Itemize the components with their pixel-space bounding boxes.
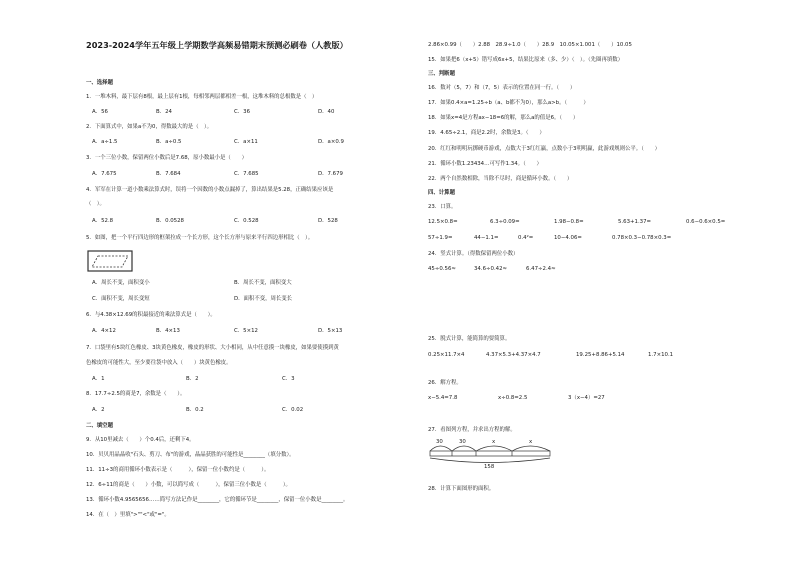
option[interactable]: D．40 — [318, 109, 335, 115]
calc-item: 0.4²= — [518, 235, 534, 241]
option[interactable]: C．0.02 — [282, 407, 304, 413]
question-16: 16．数对（5，7）和（7，5）表示的位置在同一行。（ ） — [428, 85, 576, 91]
question-14: 14．在（ ）里填">""<"或"="。 — [86, 512, 170, 518]
question-20: 20．红红和明明玩掷硬币游戏，点数大于3红红赢，点数小于3明明赢，此游戏规则公平。（ ） — [428, 146, 661, 152]
question-4-cont: （ ）。 — [86, 201, 105, 207]
calc-item: 3（x−4）=27 — [568, 395, 605, 401]
question-26: 26．解方程。 — [428, 380, 462, 386]
question-24: 24．竖式计算。（得数保留两位小数） — [428, 251, 519, 257]
calc-item: x−5.4=7.8 — [428, 395, 458, 401]
question-7-options — [86, 376, 416, 383]
calc-item: 12.5×0.8= — [428, 219, 458, 225]
question-6-options — [86, 328, 416, 335]
question-1-options — [86, 109, 416, 116]
section-choice-heading: 一、选择题 — [86, 80, 113, 86]
option[interactable]: D．a×0.9 — [318, 139, 344, 145]
question-5: 5．如图，把一个平行四边形的框架拉成一个长方形，这个长方形与原来平行四边形相比（ ）。 — [86, 235, 314, 241]
option[interactable]: D．5×13 — [318, 328, 343, 334]
option[interactable]: B．a÷0.5 — [156, 139, 182, 145]
mental-math-row-1 — [428, 219, 773, 226]
question-23: 23．口算。 — [428, 204, 457, 210]
calc-item: 45÷0.56≈ — [428, 266, 456, 272]
equation-row — [428, 395, 773, 402]
option[interactable]: B．7.684 — [156, 171, 181, 177]
option[interactable]: A．周长不变，面积变小 — [92, 280, 150, 286]
question-2-options — [86, 139, 416, 146]
calc-item: 4.37×5.3+4.37×4.7 — [486, 352, 541, 358]
calc-item: 44−1.1= — [474, 235, 499, 241]
exam-title: 2023-2024学年五年级上学期数学高频易错期末预测必刷卷（人教版） — [86, 40, 348, 50]
question-2: 2．下面算式中，如果a不为0，得数最大的是（ ）。 — [86, 124, 213, 130]
option[interactable]: D．7.679 — [318, 171, 343, 177]
option[interactable]: B．周长不变，面积变大 — [234, 280, 292, 286]
calc-item: 10−4.06= — [554, 235, 582, 241]
option[interactable]: C．a×11 — [234, 139, 258, 145]
question-21: 21．循环小数1.23434…可写作1.34。（ ） — [428, 161, 542, 167]
question-10: 10．贝贝用晶晶收"石头、剪刀、布"的游戏，晶晶获胜的可能性是________（填分数）。 — [86, 452, 295, 458]
calc-item: 57÷1.9= — [428, 235, 453, 241]
calc-item: 0.78×0.3−0.78×0.3= — [612, 235, 672, 241]
question-19: 19．4.65÷2.1，商是2.2时，余数是3。（ ） — [428, 130, 545, 136]
segment-label: 30 — [436, 439, 443, 445]
question-4-options — [86, 218, 416, 225]
question-5-options-row1 — [86, 280, 416, 287]
option[interactable]: C．面积不变，周长变短 — [92, 296, 150, 302]
option[interactable]: C．36 — [234, 109, 251, 115]
question-12: 12．6÷11的商是（ ）小数，可以简写成（ ），保留三位小数是（ ）。 — [86, 482, 291, 488]
question-8: 8．17.7÷2.5的商是7，余数是（ ）。 — [86, 391, 186, 397]
question-8-options — [86, 407, 416, 414]
calc-item: 0.6−0.6×0.5= — [686, 219, 726, 225]
option[interactable]: A．56 — [92, 109, 108, 115]
option[interactable]: C．5×12 — [234, 328, 258, 334]
question-11: 11．11÷3的商用循环小数表示是（ ），保留一位小数约是（ ）。 — [86, 467, 270, 473]
calc-item: 1.7×10.1 — [648, 352, 674, 358]
parallelogram-rectangle-figure — [86, 248, 138, 274]
calc-item: 0.25×11.7×4 — [428, 352, 465, 358]
question-6: 6．与4.38×12.69的积最接近的乘法算式是（ ）。 — [86, 312, 216, 318]
total-label: 158 — [484, 464, 495, 470]
option[interactable]: C．3 — [282, 376, 295, 382]
calc-item: 5.63+1.37= — [618, 219, 652, 225]
question-3: 3．一个三位小数，保留两位小数后是7.68，原小数最小是（ ） — [86, 155, 247, 161]
question-13: 13．循环小数4.9565656……简写方法记作是________，它的循环节是________，保留一位小数是________。 — [86, 497, 349, 503]
option[interactable]: B．0.0528 — [156, 218, 184, 224]
calc-item: 1.98−0.8= — [554, 219, 584, 225]
question-15: 15．如果把6（x+5）错写成6x+5，结果比原来（多、少）（ ）。（先圈再填数） — [428, 57, 624, 63]
question-17: 17．如果0.4×a=1.25÷b（a、b都不为0），那么a>b。（ ） — [428, 100, 589, 106]
option[interactable]: D．面积不变，周长变长 — [234, 296, 293, 302]
option[interactable]: B．0.2 — [186, 407, 204, 413]
question-25: 25．脱式计算，能简算的要简算。 — [428, 336, 511, 342]
option[interactable]: A．2 — [92, 407, 105, 413]
segment-label: 30 — [459, 439, 466, 445]
segment-label: x — [492, 439, 496, 445]
option[interactable]: D．528 — [318, 218, 338, 224]
option[interactable]: A．a÷1.5 — [92, 139, 118, 145]
segment-label: x — [529, 439, 533, 445]
section-fill-heading: 二、填空题 — [86, 423, 113, 429]
option[interactable]: A．7.675 — [92, 171, 117, 177]
question-22: 22．两个自然数相除，当除不尽时，商是循环小数。（ ） — [428, 176, 573, 182]
calc-item: 6.47÷2.4≈ — [526, 266, 556, 272]
line-segment-figure — [428, 439, 558, 473]
option[interactable]: C．0.528 — [234, 218, 259, 224]
question-27: 27．看图列方程，并求出方程的解。 — [428, 427, 516, 433]
question-1: 1．一堆木料，最下层有8根，最上层有1根，每相邻两层都相差一根，这堆木料的总根数是（ ） — [86, 94, 318, 100]
option[interactable]: A．4×12 — [92, 328, 116, 334]
calc-item: x÷0.8=2.5 — [498, 395, 528, 401]
question-9: 9．从10里减去（ ）个0.4后，还剩下4。 — [86, 437, 195, 443]
option[interactable]: A．52.8 — [92, 218, 114, 224]
question-3-options — [86, 171, 416, 178]
option[interactable]: B．4×13 — [156, 328, 180, 334]
calc-item: 34.6÷0.42≈ — [474, 266, 508, 272]
option[interactable]: B．2 — [186, 376, 199, 382]
question-18: 18．如果x=4是方程ax−18=6的解，那么a的值是6。（ ） — [428, 115, 579, 121]
option[interactable]: A．1 — [92, 376, 105, 382]
compare-row: 2.86×0.99（ ）2.88 28.9÷1.0（ ）28.9 10.05×1.001（ ）10.05 — [428, 42, 632, 48]
question-7-cont: 色橡皮的可能性大，至少要往袋中放入（ ）块黄色橡皮。 — [86, 360, 232, 366]
mental-math-row-2 — [428, 235, 773, 242]
question-7: 7．口袋里有5块红色橡皮、3块黄色橡皮，橡皮的形状、大小相同，从中任意摸一块橡皮，如果要使摸到黄 — [86, 345, 339, 351]
question-4: 4．军军在计算一道小数乘法算式时，误将一个因数的小数点漏掉了，算出结果是5.28，正确结果应该是 — [86, 187, 334, 193]
vertical-calc-row — [428, 266, 773, 273]
option[interactable]: B．24 — [156, 109, 172, 115]
calc-item: 6.3÷0.09= — [490, 219, 520, 225]
question-28: 28．计算下面图形的面积。 — [428, 486, 495, 492]
section-judge-heading: 三、判断题 — [428, 71, 455, 77]
option[interactable]: C．7.685 — [234, 171, 259, 177]
calc-item: 19.25+8.86+5.14 — [576, 352, 625, 358]
section-calc-heading: 四、计算题 — [428, 190, 455, 196]
question-5-options-row2 — [86, 296, 416, 303]
